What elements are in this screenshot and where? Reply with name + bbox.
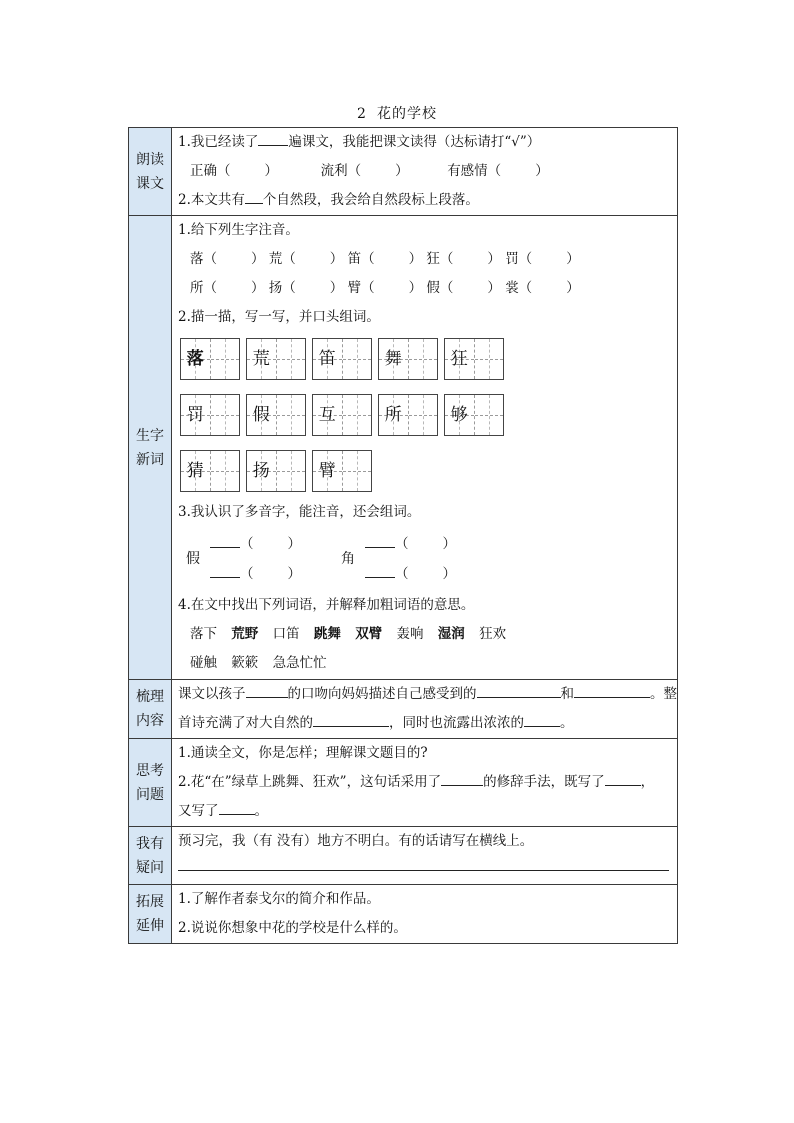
row-extend [129,885,678,944]
practice-box[interactable] [211,395,240,435]
writing-cell: 舞 [378,338,438,380]
summary-line-1: 课文以孩子 的口吻向妈妈描述自己感受到的 和 。整 [178,680,671,709]
page-title [0,103,794,123]
label-question: 我有 疑问 [129,827,172,885]
label-think: 思考 问题 [129,739,172,827]
think-q2-cont: 又写了 。 [178,797,671,826]
think-blank[interactable] [219,798,255,815]
summary-blank[interactable] [313,710,389,727]
writing-cell: 罚 [180,394,240,436]
summary-blank[interactable] [246,681,288,698]
think-blank[interactable] [441,769,483,786]
practice-box[interactable] [343,339,372,379]
paragraph-count-blank[interactable] [245,187,263,204]
lesson-title: 花的学校 [376,106,437,122]
word-blank[interactable] [210,561,240,578]
question-answer-line[interactable] [178,856,669,871]
reading-options: 正确（ ） 流利（ ） 有感情（ ） [190,163,549,179]
polyphonic-section: 假 （ ） （ ） 角 （ ） （ ） [178,527,671,591]
read-count-blank[interactable] [258,129,288,146]
lesson-number: 2 [357,106,367,122]
practice-box[interactable] [343,395,372,435]
writing-cell: 落 [180,338,240,380]
row-summary [129,680,678,739]
reading-line-1: 1.我已经读了 遍课文，我能把课文读得（达标请打“√”） [178,128,671,157]
summary-blank[interactable] [524,710,560,727]
vocab-q1: 1.给下列生字注音。 [178,222,299,238]
practice-box[interactable] [211,339,240,379]
writing-cell: 狂 [444,338,504,380]
think-q2: 2.花“在”绿草上跳舞、狂欢”，这句话采用了 的修辞手法，既写了 ， [178,768,671,797]
label-reading: 朗读 课文 [129,128,172,216]
writing-cell: 荒 [246,338,306,380]
pinyin-row-2: 所（ ） 扬（ ） 臂（ ） 假（ ） 裳（ ） [190,280,580,296]
writing-grid-row-1 [180,338,671,380]
row-question [129,827,678,885]
label-vocab: 生字 新词 [129,216,172,680]
label-summary: 梳理 内容 [129,680,172,739]
practice-box[interactable] [277,339,306,379]
vocab-q3: 3.我认识了多音字，能注音，还会组词。 [178,504,421,520]
row-reading [129,128,678,216]
writing-cell: 假 [246,394,306,436]
word-list-1: 落下 荒野 口笛 跳舞 双臂 轰响 湿润 狂欢 [190,626,507,642]
polyphonic-char: 角 [341,550,355,567]
writing-grid-row-2 [180,394,671,436]
vocab-q4: 4.在文中找出下列词语，并解释加粗词语的意思。 [178,597,475,613]
word-blank[interactable] [365,531,395,548]
practice-box[interactable] [343,451,372,491]
practice-box[interactable] [409,395,438,435]
writing-cell: 臂 [312,450,372,492]
word-list-2: 碰触 簌簌 急急忙忙 [190,655,327,671]
practice-box[interactable] [475,395,504,435]
word-blank[interactable] [365,561,395,578]
summary-line-2: 首诗充满了对大自然的 ，同时也流露出浓浓的 。 [178,709,671,738]
writing-cell: 扬 [246,450,306,492]
summary-blank[interactable] [574,681,650,698]
writing-cell: 猜 [180,450,240,492]
row-think [129,739,678,827]
think-q1: 1.通读全文，你是怎样；理解课文题目的? [178,745,428,761]
question-prompt: 预习完，我（有 没有）地方不明白。有的话请写在横线上。 [178,833,534,849]
writing-cell: 所 [378,394,438,436]
polyphonic-char: 假 [186,550,200,567]
summary-blank[interactable] [477,681,561,698]
writing-cell: 笛 [312,338,372,380]
practice-box[interactable] [277,451,306,491]
extend-item-2: 2.说说你想象中花的学校是什么样的。 [178,920,407,936]
content-vocab [172,216,678,680]
content-summary [172,680,678,739]
practice-box[interactable] [475,339,504,379]
row-vocab [129,216,678,680]
writing-cell: 互 [312,394,372,436]
content-extend [172,885,678,944]
content-reading [172,128,678,216]
reading-line-2: 2.本文共有 个自然段，我会给自然段标上段落。 [178,186,671,215]
practice-box[interactable] [211,451,240,491]
word-blank[interactable] [210,531,240,548]
practice-box[interactable] [409,339,438,379]
content-think [172,739,678,827]
writing-grid-row-3 [180,450,671,492]
label-extend: 拓展 延伸 [129,885,172,944]
extend-item-1: 1.了解作者泰戈尔的简介和作品。 [178,891,380,907]
content-question [172,827,678,885]
writing-cell: 够 [444,394,504,436]
pinyin-row-1: 落（ ） 荒（ ） 笛（ ） 狂（ ） 罚（ ） [190,251,580,267]
practice-box[interactable] [277,395,306,435]
think-blank[interactable] [605,769,641,786]
vocab-q2: 2.描一描，写一写，并口头组词。 [178,309,380,325]
worksheet-table [128,127,678,944]
